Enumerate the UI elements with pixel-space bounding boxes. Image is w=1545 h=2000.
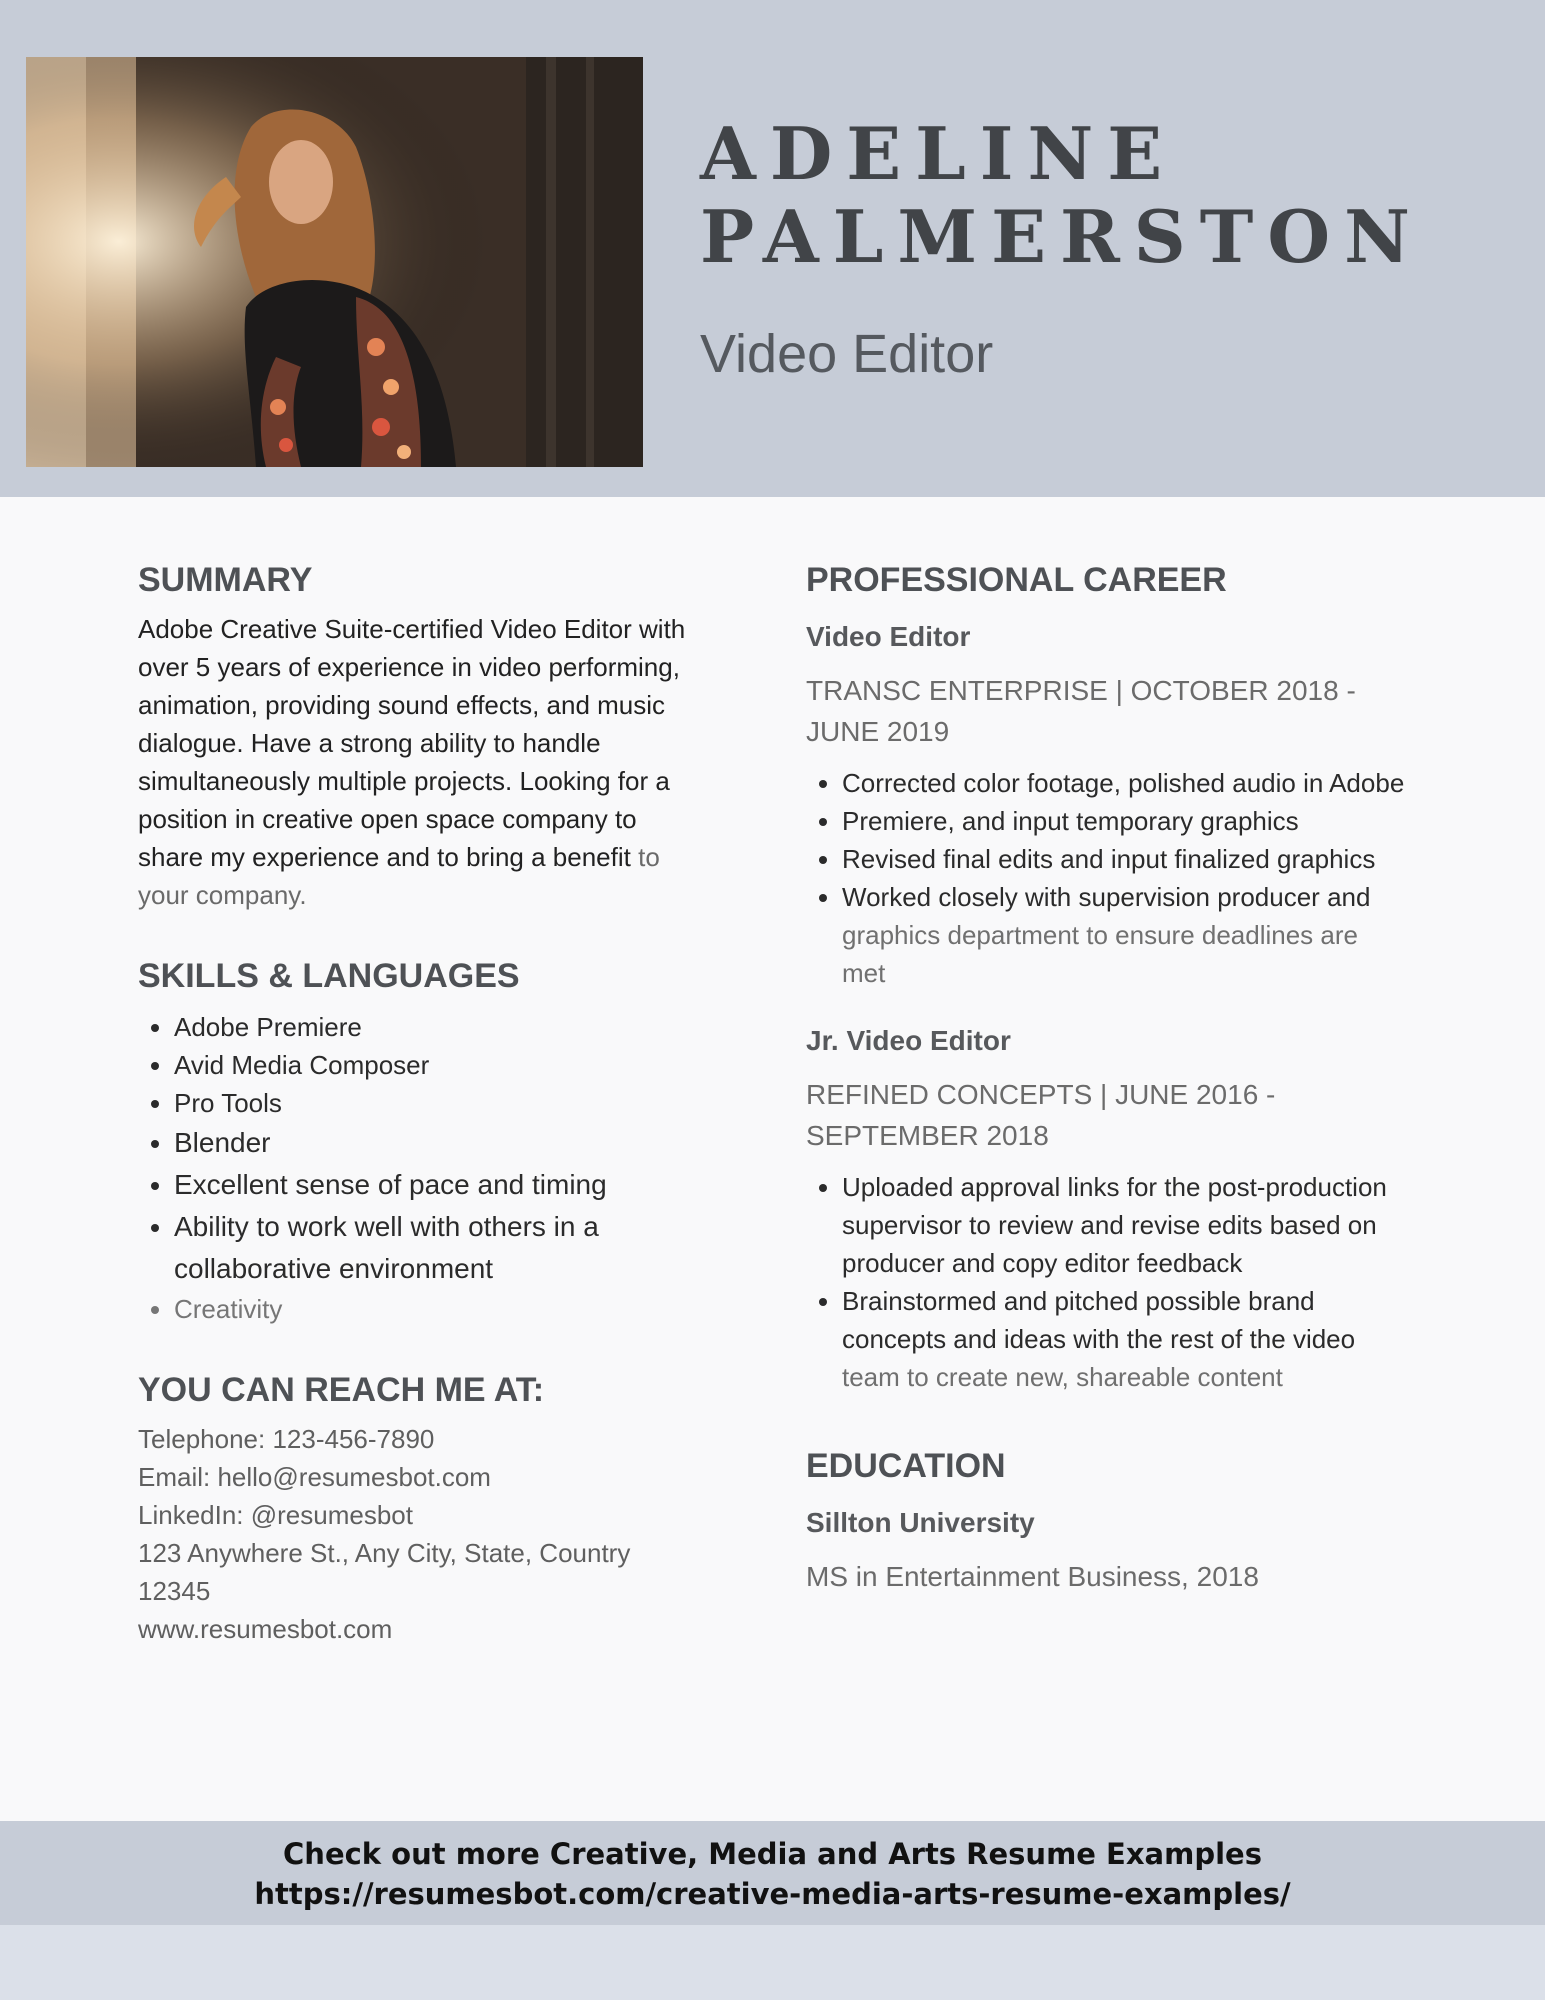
summary-heading: SUMMARY — [138, 561, 313, 599]
summary-section — [138, 550, 698, 914]
job-bullet: • Premiere, and input temporary graphics — [842, 802, 1406, 840]
job-entry — [806, 614, 1406, 992]
education-school: Sillton University — [806, 1507, 1035, 1538]
skills-list — [138, 1008, 698, 1328]
education-section — [806, 1436, 1406, 1597]
career-section — [806, 550, 1406, 1396]
contact-section — [138, 1360, 698, 1648]
education-heading: EDUCATION — [806, 1447, 1006, 1485]
right-column — [806, 550, 1406, 1609]
contact-linkedin[interactable]: LinkedIn: @resumesbot — [138, 1500, 413, 1530]
resume-header — [0, 0, 1545, 497]
left-column — [138, 550, 698, 1648]
promo-banner-link[interactable]: https://resumesbot.com/creative-media-arts-resume-examples/ — [254, 1877, 1291, 1911]
job-bullet: • Uploaded approval links for the post-production supervisor to review and revise edits based on producer and copy editor feedback — [842, 1168, 1406, 1282]
job-entry-bullets — [806, 764, 1406, 992]
skill-item: • Adobe Premiere — [174, 1008, 698, 1046]
profile-photo-illustration — [26, 57, 643, 467]
name-line-1: ADELINE — [700, 111, 1177, 196]
skills-heading: SKILLS & LANGUAGES — [138, 957, 520, 995]
contact-website[interactable]: www.resumesbot.com — [138, 1614, 393, 1644]
job-entry-bullets — [806, 1168, 1406, 1396]
contact-telephone: Telephone: 123-456-7890 — [138, 1424, 435, 1454]
career-heading: PROFESSIONAL CAREER — [806, 561, 1227, 599]
job-bullet — [842, 1282, 1406, 1396]
job-bullet-main: Brainstormed and pitched possible brand concepts and ideas with the rest of the video — [842, 1286, 1356, 1354]
job-entry-title: Video Editor — [806, 621, 971, 652]
skill-item: • Pro Tools — [174, 1084, 698, 1122]
promo-banner-text: Check out more Creative, Media and Arts Resume Examples — [283, 1837, 1262, 1871]
summary-text — [138, 610, 698, 914]
skills-section — [138, 946, 698, 1328]
contact-address: 123 Anywhere St., Any City, State, Country 12345 — [138, 1538, 631, 1606]
promo-banner — [0, 1821, 1545, 1925]
job-title: Video Editor — [700, 324, 994, 384]
skill-item: • Avid Media Composer — [174, 1046, 698, 1084]
job-entry-meta: TRANSC ENTERPRISE | OCTOBER 2018 - JUNE 2019 — [806, 675, 1356, 747]
job-entry-meta: REFINED CONCEPTS | JUNE 2016 - SEPTEMBER 2018 — [806, 1079, 1276, 1151]
candidate-name — [700, 112, 1424, 278]
contact-heading: YOU CAN REACH ME AT: — [138, 1371, 545, 1409]
profile-photo — [26, 57, 643, 467]
summary-text-tail: to your company. — [138, 842, 660, 910]
job-bullet-main: Worked closely with supervision producer and — [842, 882, 1371, 912]
job-bullet-tail: team to create new, shareable content — [842, 1362, 1283, 1392]
skill-item: • Ability to work well with others in a collaborative environment — [174, 1206, 698, 1290]
education-degree: MS in Entertainment Business, 2018 — [806, 1561, 1259, 1592]
job-bullet: • Revised final edits and input finalized graphics — [842, 840, 1406, 878]
name-line-2: PALMERSTON — [700, 194, 1424, 279]
skill-item: • Creativity — [174, 1290, 698, 1328]
job-bullet: • Corrected color footage, polished audio in Adobe — [842, 764, 1406, 802]
job-bullet — [842, 878, 1406, 992]
job-bullet-tail: graphics department to ensure deadlines are met — [842, 920, 1358, 988]
summary-text-main: Adobe Creative Suite-certified Video Editor with over 5 years of experience in video performing, animation, providing sound effects, and music dialogue. Have a strong ability to handle simultaneously multiple projects. Looking for a position in creative open space company to share my experience and to bring a benefit — [138, 614, 686, 872]
footer-strip — [0, 1925, 1545, 2000]
job-entry — [806, 1018, 1406, 1396]
skill-item: • Blender — [174, 1122, 698, 1164]
skill-item: • Excellent sense of pace and timing — [174, 1164, 698, 1206]
job-entry-title: Jr. Video Editor — [806, 1025, 1011, 1056]
contact-email[interactable]: Email: hello@resumesbot.com — [138, 1462, 491, 1492]
